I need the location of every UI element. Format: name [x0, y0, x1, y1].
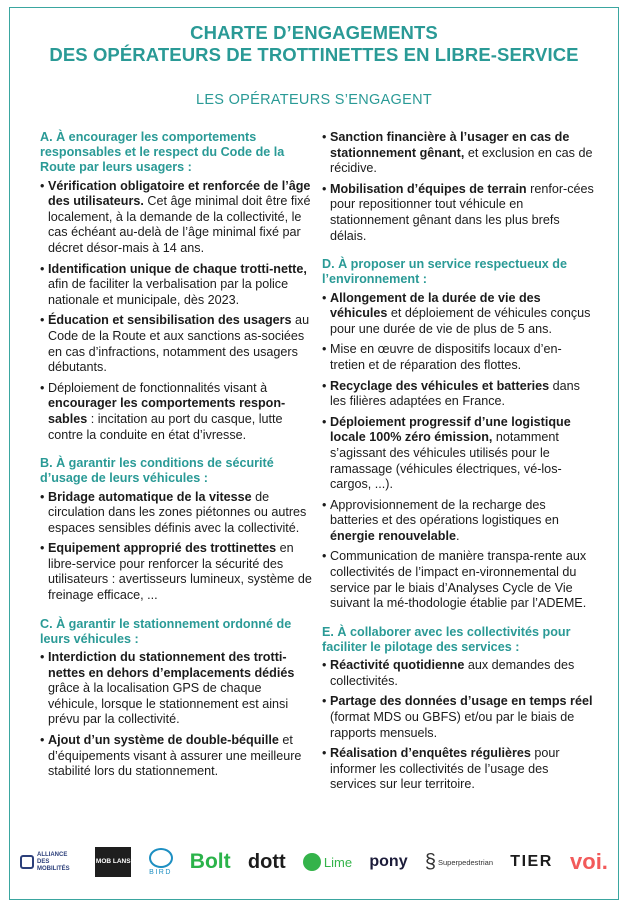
item-text: afin de faciliter la verbalisation par la police nationale et municipale, dès 2023. — [48, 277, 289, 307]
item-bold-text: Interdiction du stationnement des trotti-nettes en dehors d’emplacements dédiés — [48, 650, 295, 680]
section-e-list — [322, 658, 594, 793]
page-subtitle: LES OPÉRATEURS S’ENGAGENT — [195, 92, 433, 108]
section-b — [40, 456, 312, 604]
pony-logo: pony — [369, 853, 408, 870]
list-item — [322, 415, 594, 493]
right-column — [322, 130, 594, 806]
item-bold-text: énergie renouvelable — [330, 528, 456, 543]
item-text: dans les filières adaptées en France. — [330, 378, 580, 409]
item-text: notamment s’agissant des véhicules utilisés pour le ramassage (véhicules électriques, vé-los-cargos, ...). — [330, 430, 562, 492]
item-text: (format MDS ou GBFS) et/ou par le biais de rapports mensuels. — [330, 710, 575, 740]
item-text: Approvisionnement de la recharge des batteries et des opérations logistiques en — [330, 497, 559, 528]
bird-logo: BIRD — [149, 848, 173, 876]
section-d-title: D. À proposer un service respectueux de l’environnement : — [322, 257, 567, 287]
bolt-logo: Bolt — [189, 850, 231, 873]
section-c-title: C. À garantir le stationnement ordonné de leurs véhicules : — [40, 616, 292, 646]
item-bold-text: Recyclage des véhicules et batteries — [330, 378, 550, 393]
section-a-list — [40, 179, 312, 444]
lime-logo: Lime — [303, 853, 352, 871]
list-item — [322, 694, 594, 741]
item-text: et d’équipements visant à assurer une meilleure stabilité lors du stationnement. — [48, 733, 302, 779]
item-text: renfor-cées pour repositionner tout véhicule en stationnement gênant dans les plus brefs délais. — [330, 181, 594, 243]
item-bold-text: Déploiement progressif d’une logistique locale 100% zéro émission, — [330, 414, 571, 445]
item-bold-text: Ajout d’un système de double-béquille — [48, 733, 279, 748]
section-c-continued — [322, 130, 594, 244]
item-bold-text: Réalisation d’enquêtes régulières — [330, 746, 531, 761]
voi-logo: voi. — [570, 849, 608, 874]
list-item — [40, 490, 312, 537]
item-bold-text: Mobilisation d’équipes de terrain — [330, 181, 527, 196]
item-bold-text: Partage des données d’usage en temps réel — [330, 694, 593, 709]
list-item — [40, 262, 312, 309]
section-e-title: E. À collaborer avec les collectivités pour faciliter le pilotage des services : — [322, 624, 571, 655]
list-item — [322, 379, 594, 410]
item-bold-text: Identification unique de chaque trotti-nette, — [48, 261, 307, 276]
list-item — [40, 733, 312, 780]
list-item — [322, 746, 594, 793]
mob-lans-logo: MOB LANS — [95, 847, 131, 877]
section-d-list — [322, 291, 594, 612]
item-text: Communication de manière transpa-rente aux collectivités de l’impact en-vironnemental du service par le biais d’Analyses Cycle de Vie suivant la mé-thodologie établie par l’ADEME. — [330, 549, 587, 611]
item-bold-text: Allongement de la durée de vie des véhicules — [330, 290, 541, 321]
list-item — [40, 381, 312, 443]
item-text: et déploiement de véhicules conçus pour une durée de vie de plus de 5 ans. — [330, 306, 591, 336]
section-a — [40, 130, 312, 443]
list-item — [40, 179, 312, 257]
alliance-mark-icon — [20, 855, 34, 869]
item-text: Déploiement de fonctionnalités visant à — [48, 380, 268, 395]
item-text: Mise en œuvre de dispositifs locaux d’en-tretien et de réparation des flottes. — [330, 342, 562, 372]
list-item — [322, 342, 594, 373]
section-b-list — [40, 490, 312, 604]
title-line-1: CHARTE D’ENGAGEMENTS — [190, 22, 438, 43]
item-bold-text: Sanction financière à l’usager en cas de stationnement gênant, — [330, 130, 570, 160]
section-c — [40, 617, 312, 780]
item-text: de circulation dans les zones piétonnes ou autres espaces sensibles définis avec la collectivité. — [48, 489, 307, 535]
list-item — [322, 498, 594, 545]
list-item — [322, 182, 594, 244]
section-a-title: A. À encourager les comportements responsables et le respect du Code de la Route par leurs usagers : — [40, 130, 285, 175]
item-text: pour informer les collectivités de l’usage des services sur leur territoire. — [330, 746, 560, 792]
item-text: au Code de la Route et aux sanctions as-sociées en cas d’infractions, notamment des usagers débutants. — [48, 313, 310, 375]
item-bold-text: Equipement approprié des trottinettes — [48, 541, 277, 556]
superpedestrian-logo: § Superpedestrian — [424, 850, 494, 873]
section-b-title: B. À garantir les conditions de sécurité d’usage de leurs véhicules : — [40, 456, 274, 486]
title-line-2: DES OPÉRATEURS DE TROTTINETTES EN LIBRE-SERVICE — [49, 44, 579, 65]
item-text: en libre-service pour renforcer la sécurité des utilisateurs : avertisseurs lumineux, système de freinage efficace, ... — [48, 541, 312, 603]
list-item — [322, 130, 594, 177]
item-bold-text: Réactivité quotidienne — [330, 658, 465, 673]
lime-icon — [303, 853, 321, 871]
superpedestrian-s-icon: § — [424, 850, 436, 873]
left-column — [40, 130, 312, 793]
section-c-cont-list — [322, 130, 594, 244]
list-item — [40, 313, 312, 375]
item-text: grâce à la localisation GPS de chaque véhicule, lorsque le stationnement est ainsi prévu par la collectivité. — [48, 681, 289, 727]
tier-logo: TIER — [510, 853, 553, 870]
item-text: aux demandes des collectivités. — [330, 658, 575, 688]
list-item — [40, 650, 312, 728]
section-e — [322, 625, 594, 793]
item-bold-text: Bridage automatique de la vitesse — [48, 489, 252, 504]
section-d — [322, 257, 594, 612]
item-text: Cet âge minimal doit être fixé localement, à la demande de la collectivité, le cas échéant au-delà de l’âge minimal fixé par décret désor-mais à 14 ans. — [48, 194, 311, 255]
item-text: et exclusion en cas de récidive. — [330, 145, 593, 176]
list-item — [322, 291, 594, 338]
item-bold-text: Vérification obligatoire et renforcée de l’âge des utilisateurs. — [48, 178, 311, 209]
bird-wheel-icon — [149, 848, 173, 868]
section-c-list — [40, 650, 312, 780]
item-bold-text: encourager les comportements respon-sables — [48, 396, 286, 426]
list-item — [322, 549, 594, 611]
list-item — [322, 658, 594, 689]
alliance-mobilites-logo: ALLIANCE DES MOBILITÉS — [20, 852, 78, 873]
dott-logo: dott — [247, 850, 286, 873]
operator-logos — [20, 840, 608, 884]
page-title — [0, 22, 628, 66]
item-bold-text: Éducation et sensibilisation des usagers — [48, 313, 292, 328]
list-item — [40, 541, 312, 603]
item-text: . — [456, 528, 460, 543]
item-text: : incitation au port du casque, lutte contre la conduite en état d’ivresse. — [48, 411, 283, 442]
